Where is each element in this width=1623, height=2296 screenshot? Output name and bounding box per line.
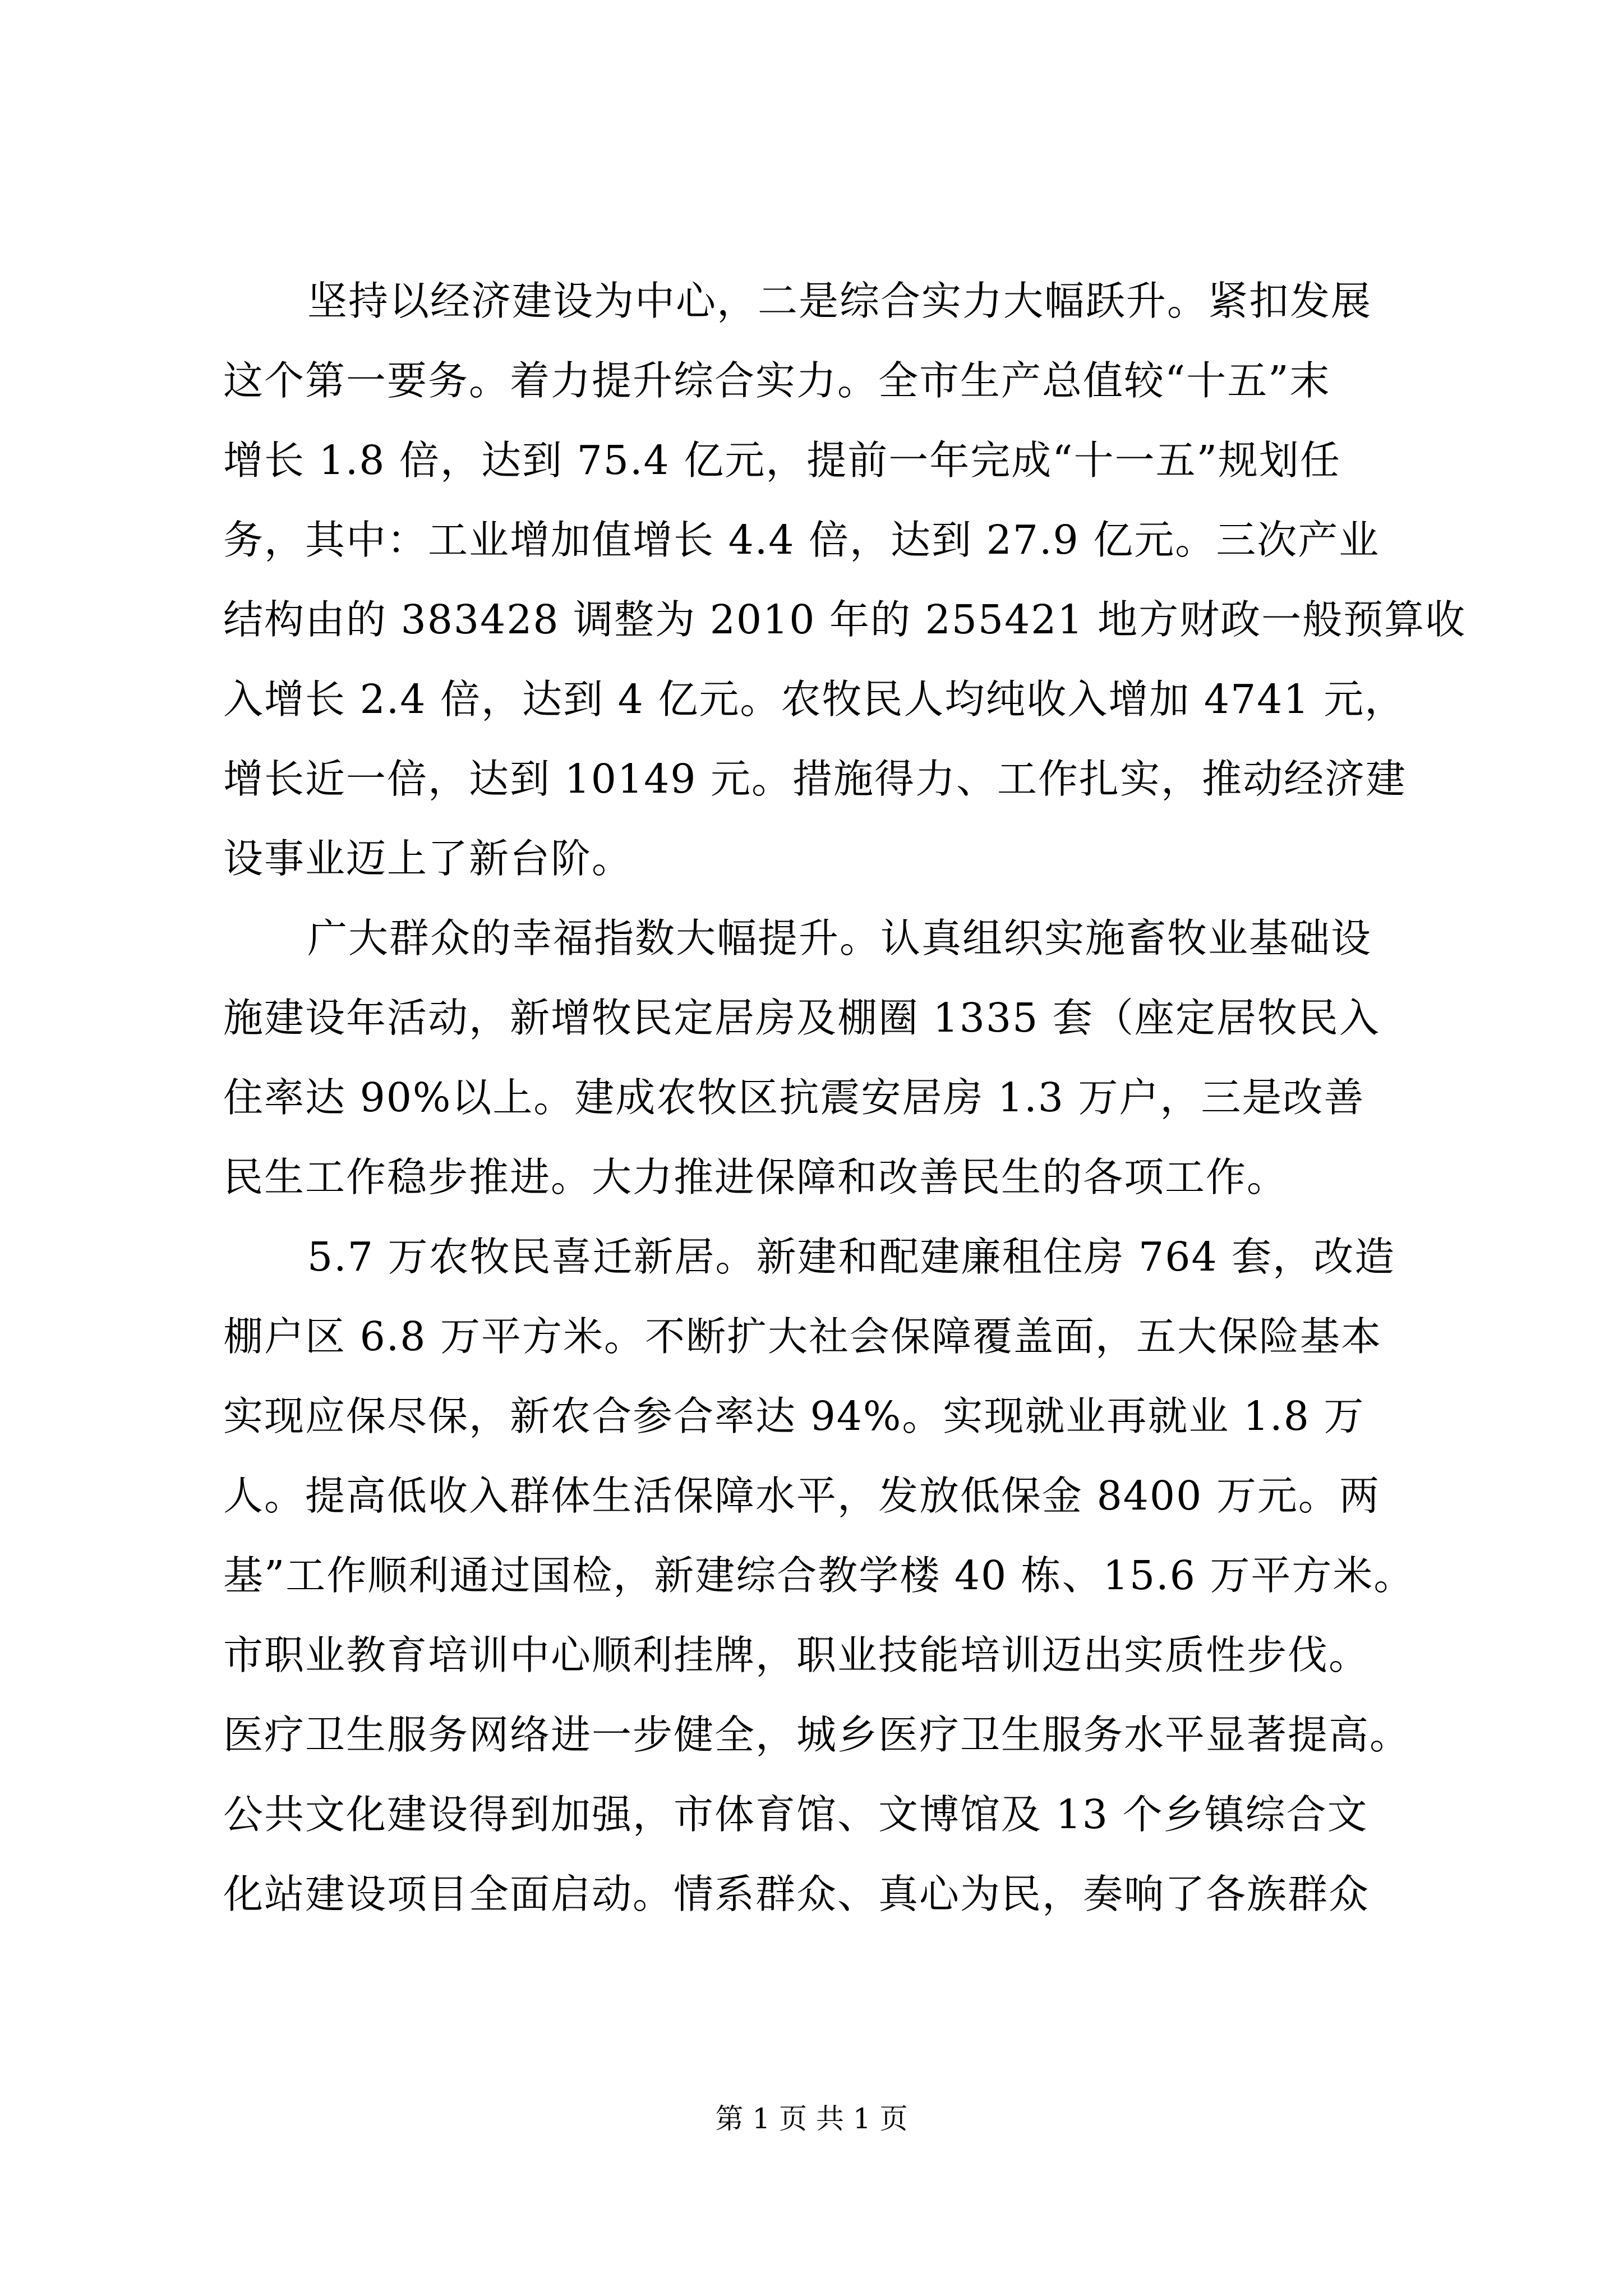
text-line: 入增长 2.4 倍，达到 4 亿元。农牧民人均纯收入增加 4741 元，	[223, 676, 1406, 723]
text-line: 务，其中：工业增加值增长 4.4 倍，达到 27.9 亿元。三次产业	[223, 517, 1380, 563]
text-line: 人。提高低收入群体生活保障水平，发放低保金 8400 万元。两	[223, 1473, 1380, 1519]
text-line: 化站建设项目全面启动。情系群众、真心为民，奏响了各族群众	[223, 1871, 1370, 1917]
page-number-label: 第 1 页 共 1 页	[715, 2102, 908, 2135]
text-line: 住率达 90%以上。建成农牧区抗震安居房 1.3 万户，三是改善	[223, 1074, 1365, 1121]
text-line: 这个第一要务。着力提升综合实力。全市生产总值较“十五”末	[223, 357, 1331, 404]
text-line: 增长近一倍，达到 10149 元。措施得力、工作扎实，推动经济建	[223, 756, 1407, 802]
paragraph-3	[223, 1217, 1420, 1934]
text-line: 棚户区 6.8 万平方米。不断扩大社会保障覆盖面，五大保险基本	[223, 1313, 1382, 1360]
text-line: 实现应保尽保，新农合参合率达 94%。实现就业再就业 1.8 万	[223, 1393, 1365, 1439]
text-line: 坚持以经济建设为中心，二是综合实力大幅跃升。紧扣发展	[307, 278, 1372, 324]
paragraph-2	[223, 899, 1420, 1217]
page-footer	[0, 2099, 1623, 2138]
text-line: 市职业教育培训中心顺利挂牌，职业技能培训迈出实质性步伐。	[223, 1632, 1370, 1678]
paragraph-1	[223, 261, 1467, 899]
text-line: 增长 1.8 倍，达到 75.4 亿元，提前一年完成“十一五”规划任	[223, 437, 1341, 484]
text-line: 基”工作顺利通过国检，新建综合教学楼 40 栋、15.6 万平方米。	[223, 1552, 1415, 1599]
text-line: 医疗卫生服务网络进一步健全，城乡医疗卫生服务水平显著提高。	[223, 1711, 1411, 1758]
document-body	[223, 261, 1467, 1934]
text-line: 5.7 万农牧民喜迁新居。新建和配建廉租住房 764 套，改造	[307, 1234, 1396, 1280]
text-line: 民生工作稳步推进。大力推进保障和改善民生的各项工作。	[223, 1154, 1288, 1200]
text-line: 设事业迈上了新台阶。	[223, 835, 633, 882]
text-line: 施建设年活动，新增牧民定居房及棚圈 1335 套（座定居牧民入	[223, 995, 1380, 1041]
text-line: 结构由的 383428 调整为 2010 年的 255421 地方财政一般预算收	[223, 596, 1467, 643]
text-line: 公共文化建设得到加强，市体育馆、文博馆及 13 个乡镇综合文	[223, 1791, 1368, 1838]
text-line: 广大群众的幸福指数大幅提升。认真组织实施畜牧业基础设	[307, 915, 1372, 961]
